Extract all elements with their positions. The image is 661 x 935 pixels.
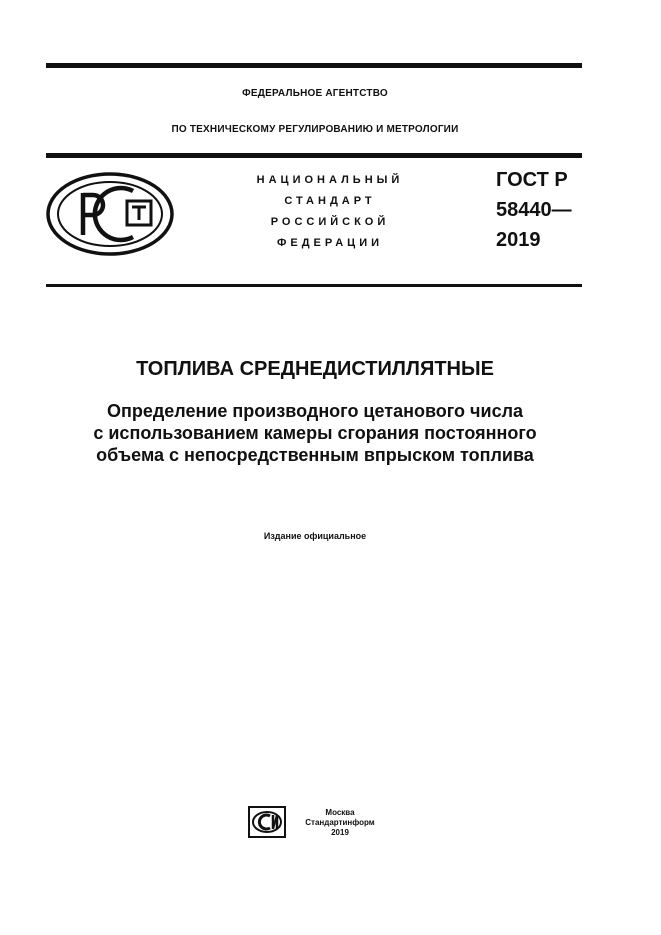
top-rule: [46, 63, 582, 68]
standard-type-line-2: СТАНДАРТ: [284, 195, 376, 207]
publisher-name: Стандартинформ: [305, 818, 375, 827]
gost-r-logo-icon: [45, 171, 175, 257]
edition-note: Издание официальное: [263, 531, 367, 541]
standartinform-logo: [248, 806, 286, 838]
standard-type-line-4: ФЕДЕРАЦИИ: [276, 237, 384, 249]
standartinform-logo-icon: [248, 806, 286, 838]
document-subtitle: [0, 400, 630, 466]
agency-line-1: ФЕДЕРАЛЬНОЕ АГЕНТСТВО: [242, 88, 388, 99]
designation-line-3: 2019: [496, 229, 541, 251]
designation-line-2: 58440—: [496, 199, 572, 221]
designation-divider: [46, 284, 582, 287]
subtitle-line-2: с использованием камеры сгорания постоянного: [93, 423, 537, 443]
document-title: ТОПЛИВА СРЕДНЕДИСТИЛЛЯТНЫЕ: [136, 358, 494, 380]
designation-line-1: ГОСТ Р: [496, 169, 568, 191]
standard-type-line-3: РОССИЙСКОЙ: [270, 216, 390, 228]
publisher-city: Москва: [325, 808, 355, 817]
header-divider: [46, 153, 582, 158]
subtitle-line-3: объема с непосредственным впрыском топлива: [96, 445, 534, 465]
standard-type-line-1: НАЦИОНАЛЬНЫЙ: [256, 174, 404, 186]
agency-line-2: ПО ТЕХНИЧЕСКОМУ РЕГУЛИРОВАНИЮ И МЕТРОЛОГИИ: [171, 124, 459, 135]
publisher-info: [290, 808, 390, 838]
publisher-year: 2019: [331, 828, 349, 837]
gost-r-logo: [45, 171, 175, 257]
standard-designation: [496, 165, 572, 255]
standard-type: [230, 170, 430, 254]
subtitle-line-1: Определение производного цетанового числа: [106, 401, 524, 421]
